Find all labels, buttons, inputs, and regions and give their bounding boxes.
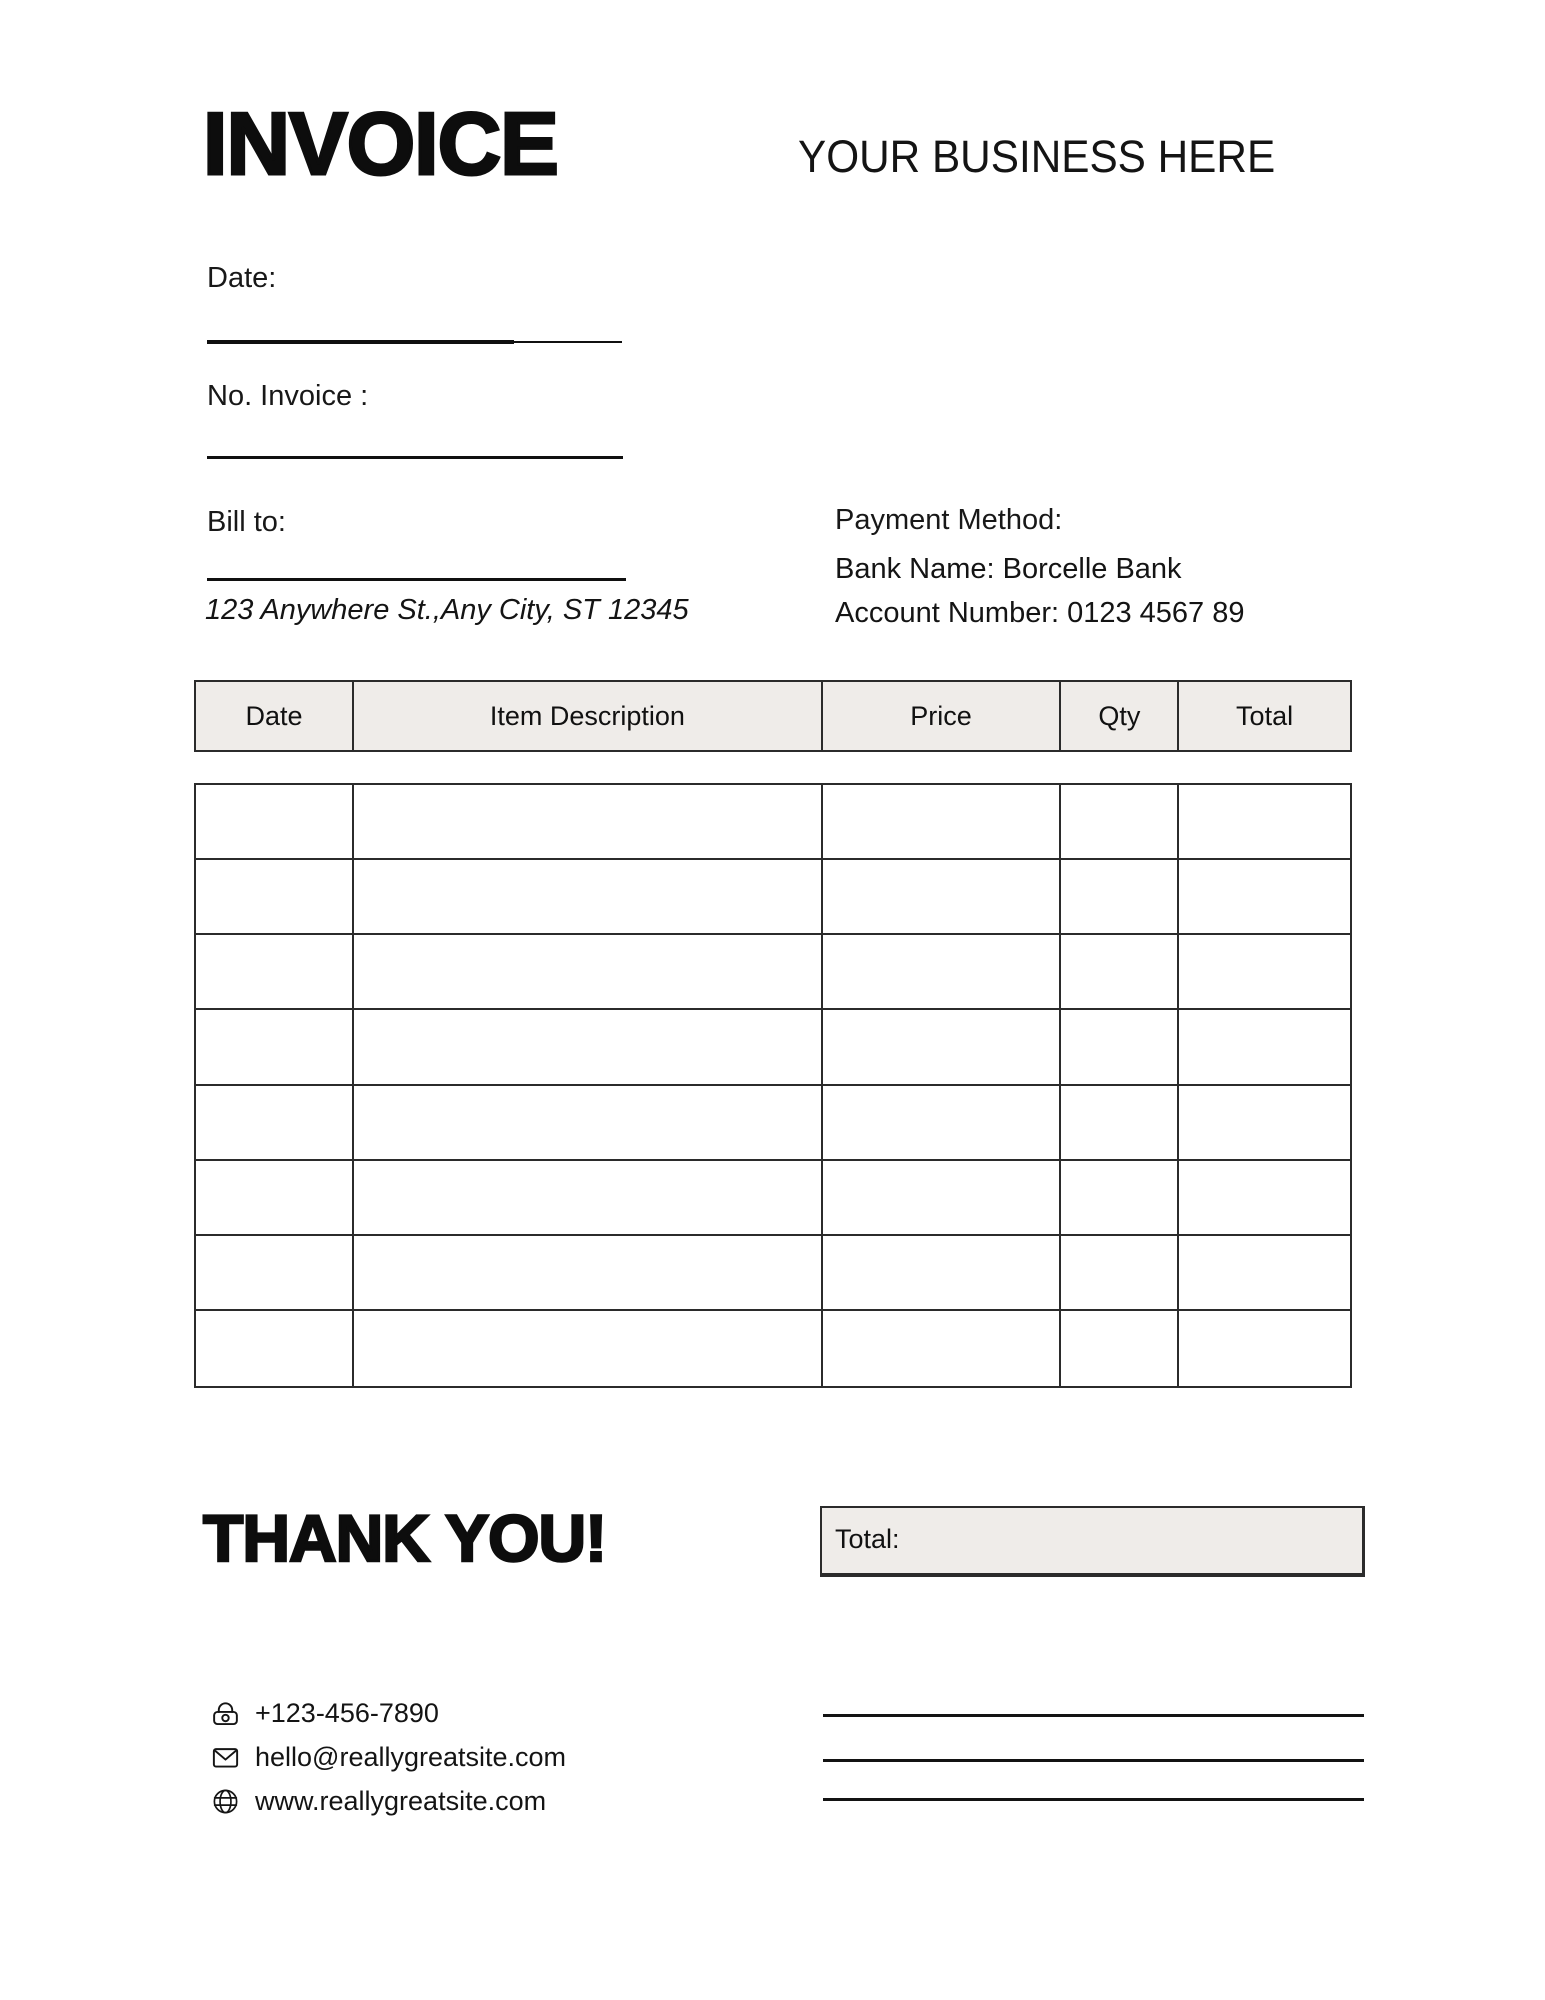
bill-to-address: 123 Anywhere St.,Any City, ST 12345 (205, 594, 689, 626)
total-label: Total: (835, 1524, 900, 1554)
table-cell (1179, 860, 1350, 935)
table-cell (823, 1161, 1062, 1236)
table-cell (1179, 785, 1350, 860)
table-cell (1179, 1311, 1350, 1386)
table-cell (354, 935, 823, 1010)
business-name: YOUR BUSINESS HERE (798, 131, 1276, 182)
table-cell (1061, 1010, 1179, 1085)
bill-to-underline (207, 578, 626, 581)
date-underline-thin (207, 341, 622, 343)
table-cell (1179, 935, 1350, 1010)
date-underline (207, 340, 622, 344)
table-cell (196, 1086, 354, 1161)
contact-text: hello@reallygreatsite.com (255, 1742, 567, 1772)
bank-name: Bank Name: Borcelle Bank (835, 553, 1182, 585)
table-cell (354, 1311, 823, 1386)
contact-row (210, 1742, 566, 1773)
table-cell (354, 1086, 823, 1161)
contact-list (210, 1698, 566, 1817)
items-table-header (194, 680, 1352, 752)
table-cell (354, 1010, 823, 1085)
table-cell (1179, 1086, 1350, 1161)
table-cell (1061, 785, 1179, 860)
table-cell (196, 1010, 354, 1085)
table-cell (196, 860, 354, 935)
table-cell (1061, 1311, 1179, 1386)
table-cell (1061, 860, 1179, 935)
table-cell (196, 785, 354, 860)
signature-line (823, 1759, 1364, 1762)
items-table-body (194, 783, 1352, 1388)
total-box (820, 1506, 1365, 1577)
table-cell (354, 1236, 823, 1311)
table-cell (354, 785, 823, 860)
table-cell (823, 1010, 1062, 1085)
column-header-total: Total (1236, 700, 1294, 731)
table-cell (354, 1161, 823, 1236)
table-cell (196, 1161, 354, 1236)
table-cell (1061, 935, 1179, 1010)
globe-icon (210, 1786, 241, 1817)
table-cell (196, 935, 354, 1010)
account-number: Account Number: 0123 4567 89 (835, 597, 1245, 629)
phone-icon (210, 1698, 241, 1729)
email-icon (210, 1742, 241, 1773)
contact-text: www.reallygreatsite.com (255, 1786, 547, 1816)
table-cell (196, 1311, 354, 1386)
table-cell (196, 1236, 354, 1311)
table-cell (1179, 1236, 1350, 1311)
table-cell (354, 860, 823, 935)
contact-row (210, 1698, 566, 1729)
table-cell (1179, 1161, 1350, 1236)
table-cell (823, 1086, 1062, 1161)
signature-line (823, 1798, 1364, 1801)
column-header-price: Price (823, 682, 1062, 750)
table-cell (823, 1311, 1062, 1386)
signature-line (823, 1714, 1364, 1717)
payment-method-label: Payment Method: (835, 504, 1063, 536)
table-cell (823, 860, 1062, 935)
bill-to-label: Bill to: (207, 506, 286, 538)
contact-row (210, 1786, 566, 1817)
table-cell (1061, 1236, 1179, 1311)
date-label: Date: (207, 262, 277, 294)
table-cell (1061, 1086, 1179, 1161)
table-cell (823, 935, 1062, 1010)
invoice-number-underline (207, 456, 623, 459)
thank-you-text: THANK YOU! (203, 1501, 607, 1575)
column-header-date: Date (196, 682, 354, 750)
column-header-item-description: Item Description (354, 682, 823, 750)
table-cell (1179, 1010, 1350, 1085)
table-cell (823, 785, 1062, 860)
invoice-title: INVOICE (203, 94, 558, 193)
contact-text: +123-456-7890 (255, 1698, 439, 1728)
column-header-qty: Qty (1061, 682, 1179, 750)
table-cell (1061, 1161, 1179, 1236)
invoice-number-label: No. Invoice : (207, 380, 369, 412)
table-cell (823, 1236, 1062, 1311)
